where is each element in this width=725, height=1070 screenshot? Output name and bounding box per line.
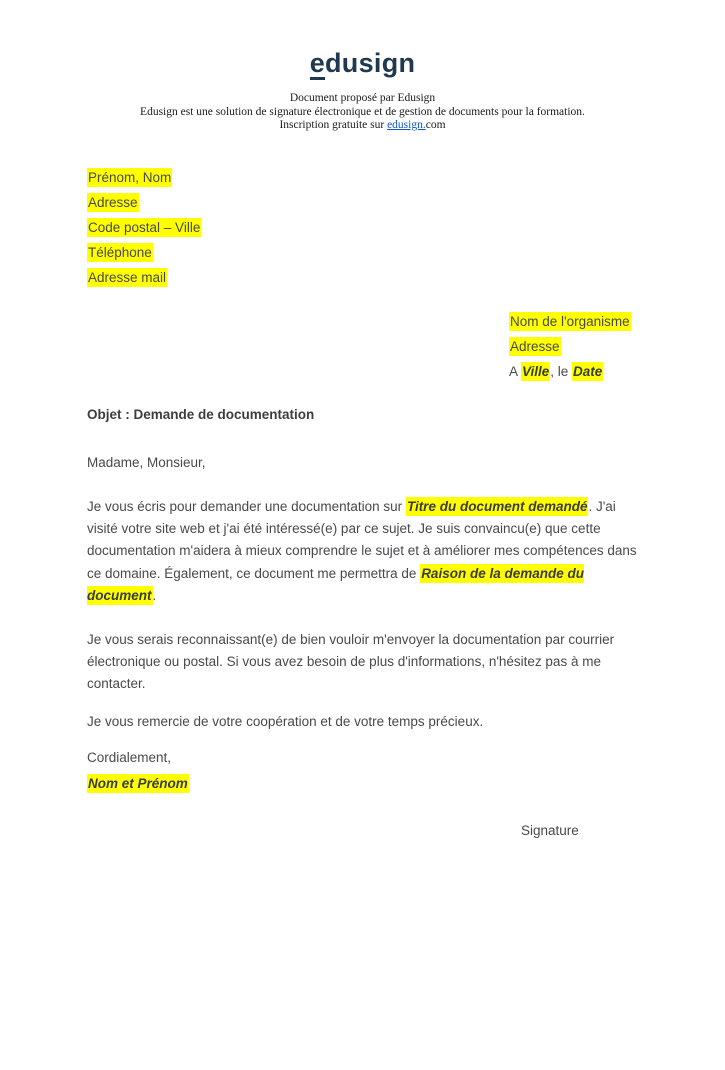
signature-label: Signature xyxy=(521,822,579,838)
city-placeholder: Ville xyxy=(522,363,550,379)
header-note-line2: Edusign est une solution de signature électronique et de gestion de documents pour la formation. xyxy=(140,105,585,118)
date-placeholder: Date xyxy=(573,363,603,379)
sender-block xyxy=(87,165,638,290)
sender-email-line xyxy=(87,265,638,290)
sender-name-line xyxy=(87,165,638,190)
recipient-organization: Nom de l'organisme xyxy=(510,313,630,329)
document-title-placeholder: Titre du document demandé xyxy=(406,498,588,514)
paragraph-thanks: Je vous remercie de votre coopération et de votre temps précieux. xyxy=(87,713,484,729)
recipient-city-date-line xyxy=(509,359,638,384)
recipient-organization-line xyxy=(509,309,638,334)
header-note xyxy=(87,92,638,133)
header-note-line1: Document proposé par Edusign xyxy=(289,92,436,104)
sender-postal-city: Code postal – Ville xyxy=(88,219,201,235)
header-note-line3-suffix: com xyxy=(425,119,446,131)
recipient-address: Adresse xyxy=(510,338,560,354)
header-note-line3-prefix: Inscription gratuite sur xyxy=(279,119,388,131)
city-date-mid: , le xyxy=(550,363,573,379)
paragraph-request xyxy=(87,496,638,608)
p1-text-3: . xyxy=(152,588,157,604)
recipient-block xyxy=(509,309,638,384)
sender-phone-line xyxy=(87,240,638,265)
sender-address-line xyxy=(87,190,638,215)
request-reason-placeholder: Raison de la demande du document xyxy=(87,565,584,604)
signer-name-placeholder: Nom et Prénom xyxy=(88,775,188,791)
signer-name-line xyxy=(87,773,638,795)
sender-address: Adresse xyxy=(88,194,138,210)
logo-letter-e: e xyxy=(309,48,326,78)
sender-name: Prénom, Nom xyxy=(88,169,172,185)
edusign-link[interactable]: edusign. xyxy=(387,119,426,131)
document-page xyxy=(0,46,725,1070)
edusign-logo xyxy=(87,46,638,80)
logo-rest: dusign xyxy=(325,48,416,78)
subject-line: Objet : Demande de documentation xyxy=(87,406,315,422)
p1-text-1: Je vous écris pour demander une documentation sur xyxy=(87,498,406,514)
city-date-prefix: A xyxy=(509,363,522,379)
header-note-line3 xyxy=(87,119,638,133)
sender-postal-city-line xyxy=(87,215,638,240)
closing-regards: Cordialement, xyxy=(87,750,172,766)
paragraph-delivery: Je vous serais reconnaissant(e) de bien vouloir m'envoyer la documentation par courrier électronique ou postal. Si vous avez besoin de plus d'informations, n'hésitez pas à me contacter. xyxy=(87,631,615,692)
salutation: Madame, Monsieur, xyxy=(87,454,206,470)
sender-phone: Téléphone xyxy=(88,244,152,260)
recipient-address-line xyxy=(509,334,638,359)
p1-text-2: . J'ai visité votre site web et j'ai été intéressé(e) par ce sujet. Je suis convaincu(e) que cette documentation m'aidera à mieux comprendre le sujet et à améliorer mes compétences dans ce domaine. Également, ce document me permettra de xyxy=(87,498,637,581)
sender-email: Adresse mail xyxy=(88,269,167,285)
